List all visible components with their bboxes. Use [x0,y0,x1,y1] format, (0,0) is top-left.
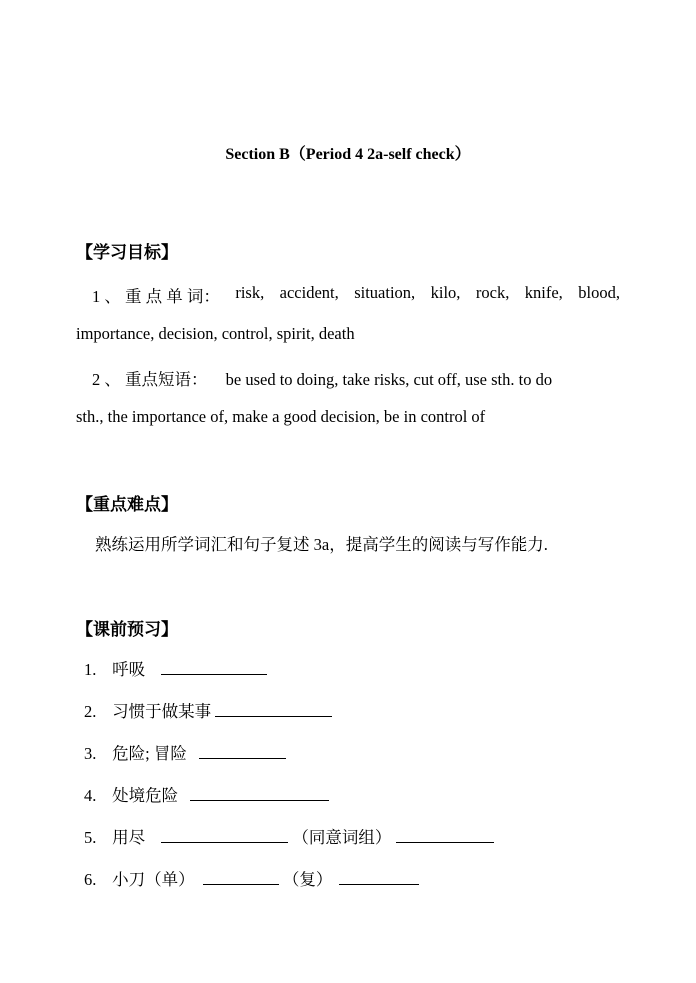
goals-word: knife, [524,283,563,302]
answer-blank[interactable] [339,866,419,885]
item-text: 处境危险 [112,786,179,805]
answer-blank[interactable] [161,824,288,843]
preview-item [84,782,329,806]
item-number: 4. [84,786,97,805]
goals-item-2-label: 2 、 重点短语： [92,370,208,389]
item-text: 危险; 冒险 [112,744,187,763]
goals-item-1-label: 1 、 重 点 单 词： [92,287,220,306]
item-number: 1. [84,660,97,679]
goals-item-1 [92,283,620,307]
goals-word: situation, [354,283,416,302]
item-text: 呼吸 [112,660,146,679]
preview-heading: 【课前预习】 [76,620,178,639]
preview-item [84,740,286,764]
preview-item [84,824,494,848]
item-number: 3. [84,744,97,763]
item-text: 小刀（单） [112,870,195,889]
goals-word: risk, [235,283,265,302]
item-text: 用尽 [112,828,146,847]
goals-word: accident, [279,283,339,302]
preview-item [84,656,267,680]
key-points-text: 熟练运用所学词汇和句子复述 3a，提高学生的阅读与写作能力. [95,535,548,554]
item-number: 6. [84,870,97,889]
goals-item-2-continued: sth., the importance of, make a good decision, be in control of [76,407,486,426]
goals-item-2-text: be used to doing, take risks, cut off, use sth. to do [225,370,553,389]
goals-word: blood, [578,283,620,302]
goals-item-1-continued: importance, decision, control, spirit, death [76,324,355,343]
answer-blank[interactable] [199,740,286,759]
document-title: Section B（Period 4 2a-self check） [225,146,471,163]
answer-blank[interactable] [215,698,332,717]
answer-blank[interactable] [203,866,279,885]
preview-item [84,866,419,890]
key-points-heading: 【重点难点】 [76,495,178,514]
item-note: （复） [282,870,333,889]
answer-blank[interactable] [161,656,267,675]
answer-blank[interactable] [190,782,329,801]
goals-heading: 【学习目标】 [76,243,178,262]
goals-word: kilo, [430,283,461,302]
answer-blank[interactable] [396,824,494,843]
goals-word: rock, [475,283,510,302]
preview-item [84,698,332,722]
goals-item-2 [92,366,620,390]
item-number: 5. [84,828,97,847]
item-note: （同意词组） [292,828,392,847]
item-text: 习惯于做某事 [112,702,212,721]
item-number: 2. [84,702,97,721]
